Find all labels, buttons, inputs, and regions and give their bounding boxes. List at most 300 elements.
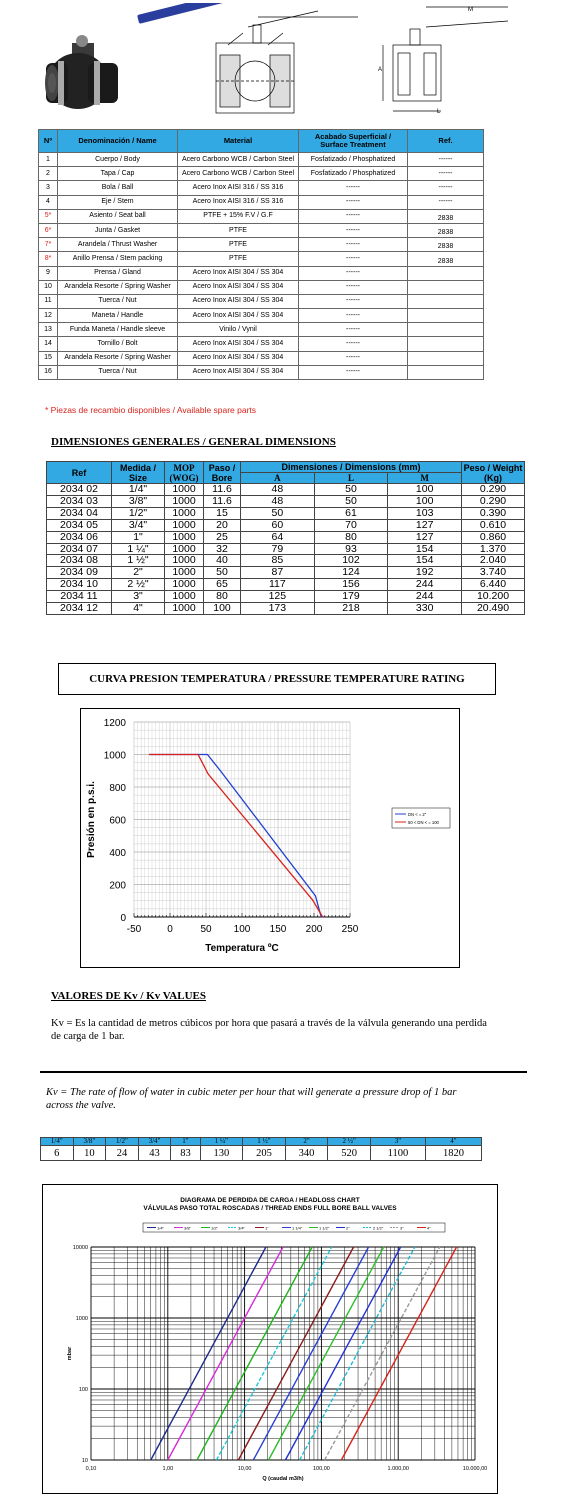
part-name: Tuerca / Nut xyxy=(58,294,178,308)
dims-l: 179 xyxy=(314,591,388,603)
part-finish: ------ xyxy=(299,351,408,365)
dims-size: 1/4" xyxy=(112,484,165,496)
dims-size: 1" xyxy=(112,531,165,543)
hl-x-tick-label: 10.000,00 xyxy=(462,1466,488,1472)
dims-m: 127 xyxy=(388,531,462,543)
spare-parts-note: * Piezas de recambio disponibles / Available spare parts xyxy=(45,405,257,415)
dims-mop: 1000 xyxy=(165,579,204,591)
dims-a: 50 xyxy=(241,507,315,519)
parts-table xyxy=(38,129,484,380)
part-material: PTFE + 15% F.V / G.F xyxy=(178,209,299,223)
dims-ref: 2034 05 xyxy=(47,519,112,531)
col-material: Material xyxy=(178,130,299,153)
pt-y-axis-label: Presión en p.s.i. xyxy=(86,781,97,858)
dimensions-title: DIMENSIONES GENERALES / GENERAL DIMENSIONS xyxy=(51,436,336,448)
pt-x-tick-label: 150 xyxy=(269,924,287,935)
part-name: Maneta / Handle xyxy=(58,309,178,323)
kv-size: 1 ¼" xyxy=(200,1138,243,1146)
col-ref: Ref. xyxy=(408,130,484,153)
dims-mop: 1000 xyxy=(165,603,204,615)
part-ref: ------ xyxy=(408,195,484,209)
part-material: Acero Inox AISI 304 / SS 304 xyxy=(178,309,299,323)
part-finish: ------ xyxy=(299,280,408,294)
dims-m: 103 xyxy=(388,507,462,519)
part-finish: ------ xyxy=(299,181,408,195)
pt-legend-label: 50 < DN < = 100 xyxy=(408,820,439,825)
pt-y-tick-label: 600 xyxy=(109,815,126,827)
valve-dimension-drawing xyxy=(378,7,508,115)
parts-row xyxy=(39,309,484,323)
dims-size: 3/4" xyxy=(112,519,165,531)
kv-value: 43 xyxy=(138,1146,171,1161)
part-material: PTFE xyxy=(178,252,299,266)
parts-row xyxy=(39,365,484,379)
dims-mop: 1000 xyxy=(165,555,204,567)
kv-value: 1100 xyxy=(370,1146,425,1161)
part-name: Tuerca / Nut xyxy=(58,365,178,379)
kv-value: 10 xyxy=(73,1146,106,1161)
kv-title: VALORES DE Kv / Kv VALUES xyxy=(51,990,206,1002)
dims-m: 330 xyxy=(388,603,462,615)
kv-value: 1820 xyxy=(425,1146,481,1161)
dims-bore: 40 xyxy=(204,555,241,567)
dims-ref: 2034 02 xyxy=(47,484,112,496)
part-ref xyxy=(408,351,484,365)
dimensions-table xyxy=(46,461,525,615)
pt-grid xyxy=(134,722,350,917)
kv-size: 4" xyxy=(425,1138,481,1146)
part-number: 6* xyxy=(39,223,58,237)
dims-bore: 100 xyxy=(204,603,241,615)
parts-row xyxy=(39,351,484,365)
part-name: Arandela / Thrust Washer xyxy=(58,238,178,252)
part-ref xyxy=(408,266,484,280)
part-finish: ------ xyxy=(299,209,408,223)
kv-value: 520 xyxy=(328,1146,371,1161)
hl-series-line xyxy=(216,1247,331,1460)
dims-row xyxy=(47,531,525,543)
part-ref: ------ xyxy=(408,167,484,181)
part-ref: 2838 xyxy=(408,238,484,252)
dims-a: 48 xyxy=(241,495,315,507)
part-material: Acero Inox AISI 304 / SS 304 xyxy=(178,280,299,294)
kv-size: 1/2" xyxy=(106,1138,139,1146)
part-finish: ------ xyxy=(299,294,408,308)
part-finish: ------ xyxy=(299,195,408,209)
parts-row xyxy=(39,153,484,167)
part-number: 2 xyxy=(39,167,58,181)
dims-bore: 11.6 xyxy=(204,495,241,507)
hl-x-tick-label: 1,00 xyxy=(162,1466,174,1472)
dims-row xyxy=(47,507,525,519)
dims-size: 1/2" xyxy=(112,507,165,519)
svg-text:M: M xyxy=(468,7,473,13)
parts-row xyxy=(39,337,484,351)
hl-legend-label: 1 1/4" xyxy=(292,1225,303,1231)
parts-row xyxy=(39,209,484,223)
dims-col-bore: Paso / Bore xyxy=(204,462,241,484)
hl-y-axis-label: mbar xyxy=(67,1346,73,1361)
kv-sizes-row xyxy=(41,1138,482,1146)
pt-x-tick-label: -50 xyxy=(126,924,142,935)
dims-bore: 20 xyxy=(204,519,241,531)
dims-size: 4" xyxy=(112,603,165,615)
dims-mop: 1000 xyxy=(165,543,204,555)
dims-bore: 15 xyxy=(204,507,241,519)
hl-y-tick-label: 100 xyxy=(78,1387,88,1393)
part-number: 13 xyxy=(39,323,58,337)
dims-size: 1 ½" xyxy=(112,555,165,567)
kv-size: 2" xyxy=(285,1138,328,1146)
pt-x-tick-label: 250 xyxy=(341,924,359,935)
part-ref xyxy=(408,337,484,351)
kv-value: 205 xyxy=(243,1146,286,1161)
hl-legend-label: 1/4" xyxy=(157,1225,164,1231)
hl-series-line xyxy=(285,1247,400,1460)
part-material: PTFE xyxy=(178,223,299,237)
part-material: PTFE xyxy=(178,238,299,252)
pt-x-tick-label: 200 xyxy=(305,924,323,935)
kv-size: 3" xyxy=(370,1138,425,1146)
part-finish: ------ xyxy=(299,223,408,237)
part-number: 4 xyxy=(39,195,58,209)
pt-x-tick-label: 50 xyxy=(200,924,212,935)
dims-a: 64 xyxy=(241,531,315,543)
dims-mop: 1000 xyxy=(165,567,204,579)
part-material: Acero Inox AISI 304 / SS 304 xyxy=(178,365,299,379)
dims-mop: 1000 xyxy=(165,507,204,519)
pt-y-tick-label: 1000 xyxy=(103,750,126,762)
part-finish: Fosfatizado / Phosphatized xyxy=(299,153,408,167)
parts-row xyxy=(39,223,484,237)
parts-row xyxy=(39,280,484,294)
part-material: Acero Carbono WCB / Carbon Steel xyxy=(178,153,299,167)
part-number: 15 xyxy=(39,351,58,365)
hl-series-line xyxy=(300,1247,415,1460)
dims-m: 192 xyxy=(388,567,462,579)
pt-y-tick-label: 200 xyxy=(109,880,126,892)
dims-l: 156 xyxy=(314,579,388,591)
col-finish: Acabado Superficial / Surface Treatment xyxy=(299,130,408,153)
dims-a: 125 xyxy=(241,591,315,603)
dims-weight: 6.440 xyxy=(462,579,525,591)
part-material: Acero Inox AISI 304 / SS 304 xyxy=(178,351,299,365)
part-number: 5* xyxy=(39,209,58,223)
part-number: 10 xyxy=(39,280,58,294)
dims-weight: 0.860 xyxy=(462,531,525,543)
dims-ref: 2034 03 xyxy=(47,495,112,507)
dims-row xyxy=(47,591,525,603)
dims-a: 79 xyxy=(241,543,315,555)
part-material: Acero Inox AISI 316 / SS 316 xyxy=(178,195,299,209)
dims-weight: 10.200 xyxy=(462,591,525,603)
dims-row xyxy=(47,567,525,579)
dims-bore: 32 xyxy=(204,543,241,555)
part-number: 11 xyxy=(39,294,58,308)
hl-x-tick-label: 1.000,00 xyxy=(387,1466,409,1472)
kv-value: 6 xyxy=(41,1146,74,1161)
dims-m: 154 xyxy=(388,555,462,567)
hl-series-line xyxy=(325,1247,440,1460)
part-number: 9 xyxy=(39,266,58,280)
kv-value: 24 xyxy=(106,1146,139,1161)
dims-weight: 0.390 xyxy=(462,507,525,519)
hl-legend-label: 1/2" xyxy=(211,1225,218,1231)
part-ref xyxy=(408,323,484,337)
hl-series-line xyxy=(253,1247,368,1460)
hl-series-line xyxy=(341,1247,456,1460)
part-number: 8* xyxy=(39,252,58,266)
hl-grid xyxy=(91,1247,475,1460)
dims-weight: 0.290 xyxy=(462,484,525,496)
dims-mop: 1000 xyxy=(165,519,204,531)
dims-ref: 2034 06 xyxy=(47,531,112,543)
kv-text-es: Kv = Es la cantidad de metros cúbicos por hora que pasará a través de la válvula generando una perdida de carga de 1 bar. xyxy=(51,1018,487,1042)
dims-row xyxy=(47,484,525,496)
valve-section-drawing xyxy=(216,11,358,113)
hl-legend xyxy=(143,1223,445,1232)
part-material: Acero Inox AISI 316 / SS 316 xyxy=(178,181,299,195)
dims-l: 102 xyxy=(314,555,388,567)
kv-size: 1/4" xyxy=(41,1138,74,1146)
dims-l: 80 xyxy=(314,531,388,543)
part-name: Eje / Stem xyxy=(58,195,178,209)
part-name: Bola / Ball xyxy=(58,181,178,195)
dims-l: 50 xyxy=(314,495,388,507)
part-finish: ------ xyxy=(299,323,408,337)
kv-size: 2 ½" xyxy=(328,1138,371,1146)
part-ref: ------ xyxy=(408,181,484,195)
dims-mop: 1000 xyxy=(165,495,204,507)
part-ref: 2838 xyxy=(408,223,484,237)
hl-legend-label: 1 1/2" xyxy=(319,1225,330,1231)
dims-col-dimensions: Dimensiones / Dimensions (mm) xyxy=(241,462,462,473)
dims-m: 100 xyxy=(388,495,462,507)
hl-legend-label: 3/8" xyxy=(184,1225,191,1231)
part-finish: ------ xyxy=(299,337,408,351)
hl-y-tick-label: 1000 xyxy=(75,1316,88,1322)
hl-legend-label: 3" xyxy=(400,1225,404,1231)
hl-subtitle: VÁLVULAS PASO TOTAL ROSCADAS / THREAD ENDS FULL BORE BALL VALVES xyxy=(143,1205,397,1212)
divider xyxy=(40,1071,527,1073)
part-finish: ------ xyxy=(299,238,408,252)
part-ref: 2838 xyxy=(408,252,484,266)
part-name: Tornillo / Bolt xyxy=(58,337,178,351)
part-ref xyxy=(408,365,484,379)
pressure-section-title: CURVA PRESION TEMPERATURA / PRESSURE TEMPERATURE RATING xyxy=(58,663,496,695)
part-material: Acero Inox AISI 304 / SS 304 xyxy=(178,337,299,351)
hl-series-line xyxy=(197,1247,312,1460)
kv-value: 83 xyxy=(171,1146,200,1161)
dims-bore: 11.6 xyxy=(204,484,241,496)
pt-x-axis-label: Temperatura ºC xyxy=(205,943,279,954)
dims-ref: 2034 04 xyxy=(47,507,112,519)
dims-a: 48 xyxy=(241,484,315,496)
pt-x-tick-label: 0 xyxy=(167,924,173,935)
kv-size: 1 ½" xyxy=(243,1138,286,1146)
dims-m: 154 xyxy=(388,543,462,555)
part-name: Junta / Gasket xyxy=(58,223,178,237)
dims-a: 60 xyxy=(241,519,315,531)
hl-x-tick-label: 0,10 xyxy=(85,1466,97,1472)
dims-col-mop: MOP (WOG) xyxy=(165,462,204,484)
valve-photo xyxy=(45,3,228,109)
dims-col-m: M xyxy=(388,473,462,484)
part-number: 16 xyxy=(39,365,58,379)
hl-x-tick-label: 10,00 xyxy=(237,1466,252,1472)
parts-table-header xyxy=(39,130,484,153)
dims-weight: 2.040 xyxy=(462,555,525,567)
part-name: Tapa / Cap xyxy=(58,167,178,181)
dims-row xyxy=(47,555,525,567)
part-material: Acero Inox AISI 304 / SS 304 xyxy=(178,294,299,308)
hl-y-tick-label: 10000 xyxy=(72,1245,88,1251)
part-finish: ------ xyxy=(299,252,408,266)
dims-l: 70 xyxy=(314,519,388,531)
part-ref xyxy=(408,309,484,323)
hl-legend-label: 1" xyxy=(265,1225,269,1231)
hl-legend-label: 2" xyxy=(346,1225,350,1231)
hl-title: DIAGRAMA DE PERDIDA DE CARGA / HEADLOSS CHART xyxy=(180,1197,360,1204)
dims-l: 61 xyxy=(314,507,388,519)
part-material: Acero Carbono WCB / Carbon Steel xyxy=(178,167,299,181)
part-finish: ------ xyxy=(299,266,408,280)
dims-l: 124 xyxy=(314,567,388,579)
dims-bore: 25 xyxy=(204,531,241,543)
part-number: 7* xyxy=(39,238,58,252)
part-ref xyxy=(408,294,484,308)
dims-a: 117 xyxy=(241,579,315,591)
dims-weight: 0.290 xyxy=(462,495,525,507)
hl-legend-label: 2 1/2" xyxy=(373,1225,384,1231)
col-name: Denominación / Name xyxy=(58,130,178,153)
parts-row xyxy=(39,167,484,181)
dims-row xyxy=(47,519,525,531)
svg-text:A: A xyxy=(378,67,383,73)
dims-weight: 20.490 xyxy=(462,603,525,615)
parts-row xyxy=(39,294,484,308)
dims-ref: 2034 07 xyxy=(47,543,112,555)
dims-size: 2 ½" xyxy=(112,579,165,591)
dims-weight: 1.370 xyxy=(462,543,525,555)
dims-col-l: L xyxy=(314,473,388,484)
col-no: Nº xyxy=(39,130,58,153)
dims-row xyxy=(47,495,525,507)
part-name: Funda Maneta / Handle sleeve xyxy=(58,323,178,337)
part-name: Arandela Resorte / Spring Washer xyxy=(58,351,178,365)
kv-table xyxy=(40,1137,482,1161)
dims-size: 3" xyxy=(112,591,165,603)
hl-legend-label: 4" xyxy=(427,1225,431,1231)
part-number: 1 xyxy=(39,153,58,167)
pt-y-tick-label: 0 xyxy=(120,913,126,924)
part-number: 3 xyxy=(39,181,58,195)
pt-x-tick-label: 100 xyxy=(233,924,251,935)
dims-a: 173 xyxy=(241,603,315,615)
dims-mop: 1000 xyxy=(165,484,204,496)
kv-value: 130 xyxy=(200,1146,243,1161)
kv-size: 1" xyxy=(171,1138,200,1146)
part-material: Vinilo / Vynil xyxy=(178,323,299,337)
part-name: Asiento / Seat ball xyxy=(58,209,178,223)
parts-row xyxy=(39,238,484,252)
dims-ref: 2034 11 xyxy=(47,591,112,603)
part-ref: ------ xyxy=(408,153,484,167)
part-finish: ------ xyxy=(299,309,408,323)
part-number: 14 xyxy=(39,337,58,351)
pt-legend xyxy=(392,808,450,828)
pt-legend-label: DN < = 2" xyxy=(408,812,427,817)
headloss-chart-frame xyxy=(42,1184,498,1494)
parts-row xyxy=(39,323,484,337)
headloss-chart xyxy=(43,1185,497,1493)
dims-ref: 2034 08 xyxy=(47,555,112,567)
pt-y-tick-label: 1200 xyxy=(103,718,126,729)
pressure-temperature-chart xyxy=(80,708,460,968)
dims-row xyxy=(47,603,525,615)
part-name: Prensa / Gland xyxy=(58,266,178,280)
part-name: Anillo Prensa / Stem packing xyxy=(58,252,178,266)
dims-m: 244 xyxy=(388,579,462,591)
kv-text-en: Kv = The rate of flow of water in cubic meter per hour that will generate a pressure drop of 1 bar across the valve. xyxy=(46,1087,457,1111)
dims-l: 93 xyxy=(314,543,388,555)
dims-size: 3/8" xyxy=(112,495,165,507)
hl-legend-label: 3/4" xyxy=(238,1225,245,1231)
part-finish: ------ xyxy=(299,365,408,379)
dims-m: 127 xyxy=(388,519,462,531)
hl-series-line xyxy=(269,1247,384,1460)
dims-weight: 3.740 xyxy=(462,567,525,579)
svg-text:L: L xyxy=(437,109,441,115)
parts-row xyxy=(39,252,484,266)
pt-y-tick-label: 400 xyxy=(109,848,126,859)
dims-bore: 65 xyxy=(204,579,241,591)
parts-row xyxy=(39,181,484,195)
hl-series-line xyxy=(238,1247,353,1460)
dims-weight: 0.610 xyxy=(462,519,525,531)
dims-mop: 1000 xyxy=(165,531,204,543)
dims-a: 87 xyxy=(241,567,315,579)
dims-bore: 80 xyxy=(204,591,241,603)
hl-x-tick-label: 100,00 xyxy=(312,1466,330,1472)
kv-size: 3/8" xyxy=(73,1138,106,1146)
part-finish: Fosfatizado / Phosphatized xyxy=(299,167,408,181)
dims-col-ref: Ref xyxy=(47,462,112,484)
part-material: Acero Inox AISI 304 / SS 304 xyxy=(178,266,299,280)
dims-ref: 2034 09 xyxy=(47,567,112,579)
dims-ref: 2034 12 xyxy=(47,603,112,615)
dims-l: 50 xyxy=(314,484,388,496)
part-name: Arandela Resorte / Spring Washer xyxy=(58,280,178,294)
kv-values-row xyxy=(41,1146,482,1161)
dims-header-row xyxy=(47,462,525,473)
dims-col-weight: Peso / Weight (Kg) xyxy=(462,462,525,484)
dims-bore: 50 xyxy=(204,567,241,579)
part-ref: 2838 xyxy=(408,209,484,223)
dims-size: 2" xyxy=(112,567,165,579)
dims-m: 244 xyxy=(388,591,462,603)
dims-m: 100 xyxy=(388,484,462,496)
hl-y-tick-label: 10 xyxy=(81,1458,88,1464)
kv-value: 340 xyxy=(285,1146,328,1161)
dims-mop: 1000 xyxy=(165,591,204,603)
hl-series-line xyxy=(168,1247,283,1460)
pt-legend-box xyxy=(392,808,450,828)
pt-y-tick-label: 800 xyxy=(109,783,126,794)
kv-size: 3/4" xyxy=(138,1138,171,1146)
dims-size: 1 ¼" xyxy=(112,543,165,555)
dims-ref: 2034 10 xyxy=(47,579,112,591)
